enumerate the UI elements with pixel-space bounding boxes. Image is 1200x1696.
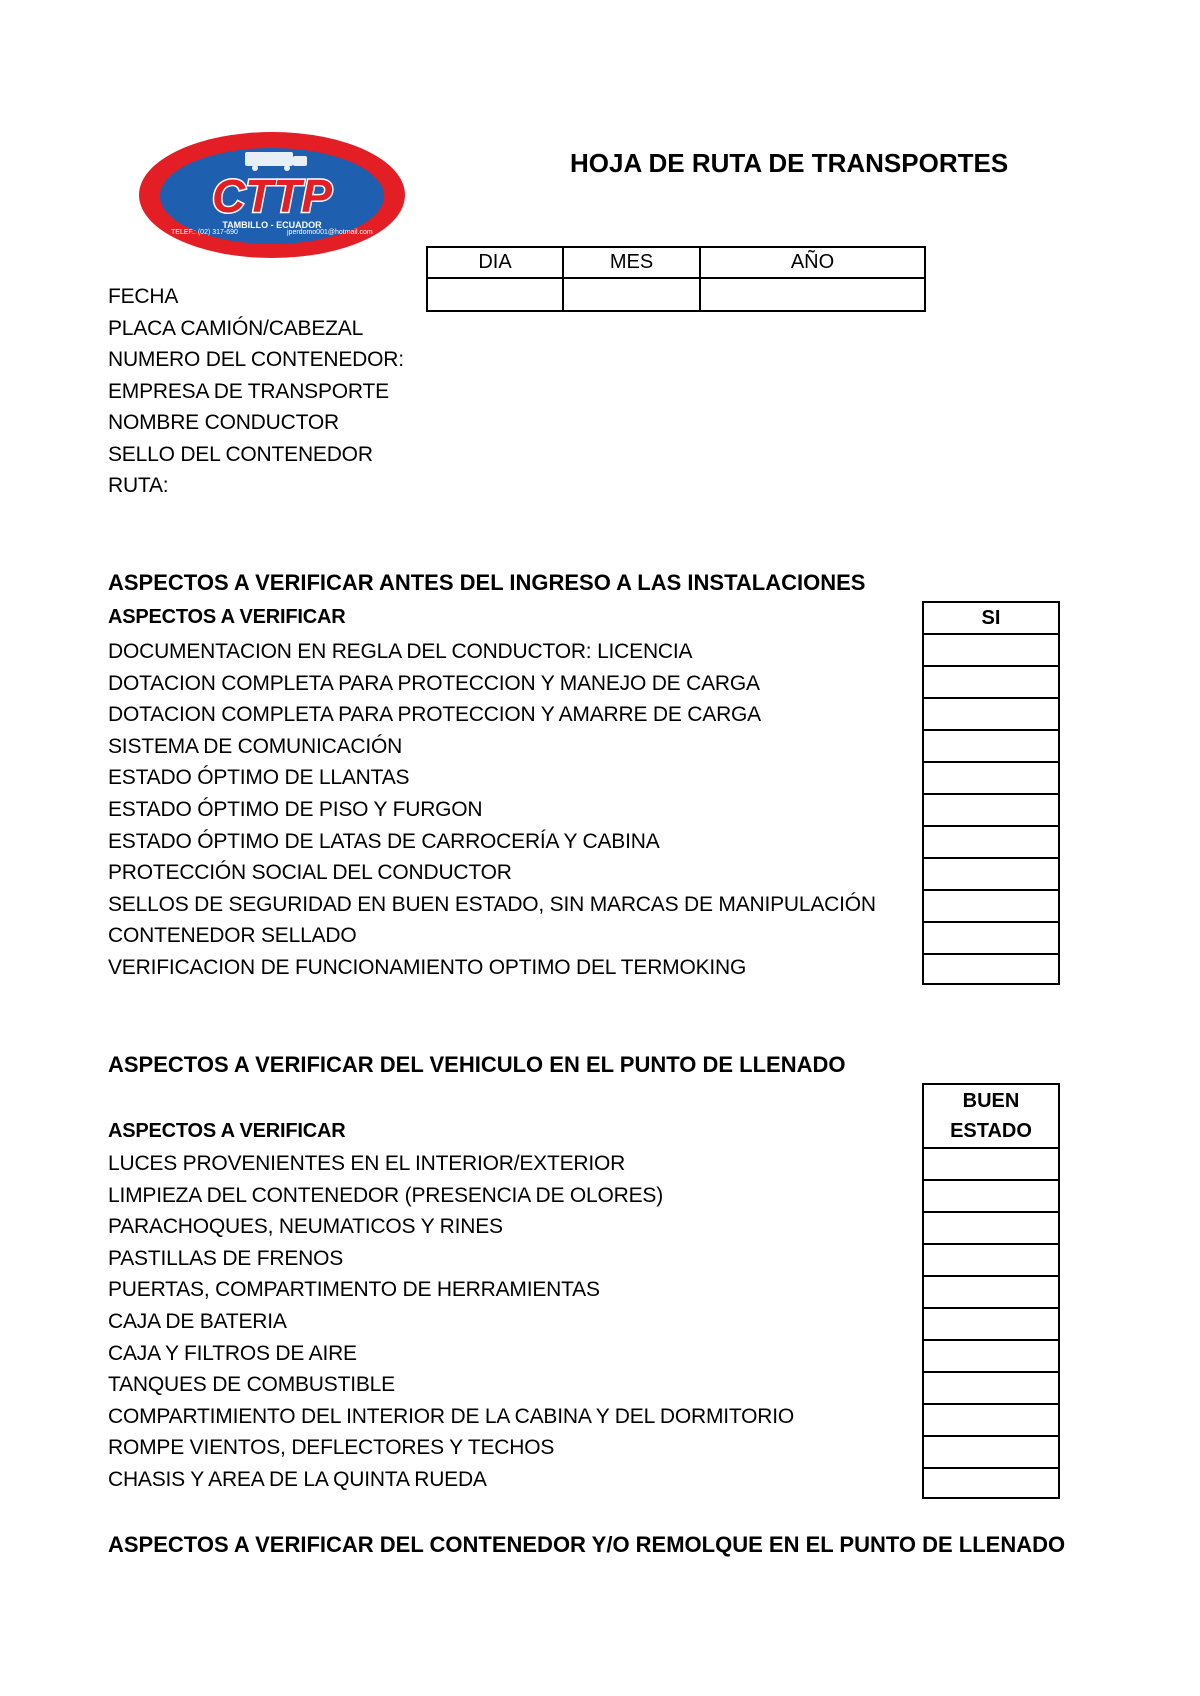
section2-check-column <box>922 1083 1060 1497</box>
check-cell[interactable] <box>922 1243 1060 1277</box>
section1-title: ASPECTOS A VERIFICAR ANTES DEL INGRESO A LAS INSTALACIONES <box>108 570 866 595</box>
field-fecha: FECHA <box>108 285 179 308</box>
section1-check-header: SI <box>922 601 1060 635</box>
check-cell[interactable] <box>922 1211 1060 1245</box>
field-contenedor: NUMERO DEL CONTENEDOR: <box>108 348 404 371</box>
check-cell[interactable] <box>922 697 1060 731</box>
check-cell[interactable] <box>922 1467 1060 1499</box>
list-item: DOCUMENTACION EN REGLA DEL CONDUCTOR: LICENCIA <box>108 640 693 663</box>
check-cell[interactable] <box>922 889 1060 923</box>
check-cell[interactable] <box>922 1339 1060 1373</box>
list-item: DOTACION COMPLETA PARA PROTECCION Y AMARRE DE CARGA <box>108 703 761 727</box>
list-item: VERIFICACION DE FUNCIONAMIENTO OPTIMO DEL TERMOKING <box>108 955 747 979</box>
date-input-year[interactable] <box>699 277 926 312</box>
field-placa: PLACA CAMIÓN/CABEZAL <box>108 316 364 340</box>
list-item: DOTACION COMPLETA PARA PROTECCION Y MANEJO DE CARGA <box>108 671 760 695</box>
field-empresa: EMPRESA DE TRANSPORTE <box>108 379 389 403</box>
section1-column-label: ASPECTOS A VERIFICAR <box>108 606 346 628</box>
check-cell[interactable] <box>922 1179 1060 1213</box>
list-item: PROTECCIÓN SOCIAL DEL CONDUCTOR <box>108 861 512 885</box>
list-item: PUERTAS, COMPARTIMENTO DE HERRAMIENTAS <box>108 1278 600 1302</box>
list-item: LUCES PROVENIENTES EN EL INTERIOR/EXTERIOR <box>108 1152 626 1175</box>
check-cell[interactable] <box>922 761 1060 795</box>
list-item: TANQUES DE COMBUSTIBLE <box>108 1373 395 1397</box>
check-cell[interactable] <box>922 1147 1060 1181</box>
section2-check-header-line1: BUEN <box>962 1090 1020 1112</box>
logo-email: jperdomo001@hotmail.com <box>287 229 373 236</box>
check-cell[interactable] <box>922 1371 1060 1405</box>
date-input-month[interactable] <box>562 277 701 312</box>
date-header-year: AÑO <box>699 246 926 279</box>
logo-graphic <box>137 122 407 260</box>
page-title: HOJA DE RUTA DE TRANSPORTES <box>570 148 1009 178</box>
date-header-day: DIA <box>426 246 564 279</box>
company-logo <box>137 122 407 260</box>
section3-title: ASPECTOS A VERIFICAR DEL CONTENEDOR Y/O REMOLQUE EN EL PUNTO DE LLENADO <box>108 1532 1066 1557</box>
list-item: CHASIS Y AREA DE LA QUINTA RUEDA <box>108 1467 487 1491</box>
section2-column-label: ASPECTOS A VERIFICAR <box>108 1120 346 1142</box>
date-table <box>426 246 926 312</box>
check-cell[interactable] <box>922 729 1060 763</box>
field-sello: SELLO DEL CONTENEDOR <box>108 442 373 466</box>
list-item: COMPARTIMIENTO DEL INTERIOR DE LA CABINA Y DEL DORMITORIO <box>108 1404 795 1428</box>
section1-check-column <box>922 601 1060 983</box>
check-cell[interactable] <box>922 1275 1060 1309</box>
section2-items <box>108 1148 794 1496</box>
list-item: SELLOS DE SEGURIDAD EN BUEN ESTADO, SIN MARCAS DE MANIPULACIÓN <box>108 892 876 916</box>
list-item: PASTILLAS DE FRENOS <box>108 1246 344 1270</box>
check-cell[interactable] <box>922 1307 1060 1341</box>
list-item: CAJA DE BATERIA <box>108 1309 287 1333</box>
list-item: SISTEMA DE COMUNICACIÓN <box>108 734 403 758</box>
section2-check-header-line2: ESTADO <box>950 1120 1032 1142</box>
list-item: CONTENEDOR SELLADO <box>108 924 357 948</box>
logo-phone: TELEF.: (02) 317-690 <box>171 229 238 236</box>
list-item: ESTADO ÓPTIMO DE LATAS DE CARROCERÍA Y CABINA <box>108 829 660 853</box>
logo-brand: CTTP <box>211 170 333 222</box>
section2-check-header <box>922 1083 1060 1149</box>
check-cell[interactable] <box>922 1403 1060 1437</box>
field-ruta: RUTA: <box>108 474 169 497</box>
section1-items <box>108 636 876 984</box>
section3-title-wrap <box>108 1532 1066 1566</box>
check-cell[interactable] <box>922 1435 1060 1469</box>
check-cell[interactable] <box>922 857 1060 891</box>
date-input-day[interactable] <box>426 277 564 312</box>
logo-arc-text: COMPAÑÍA DE TRANSPORTE TERMICPERDOMO S.A. <box>137 122 394 133</box>
field-list <box>108 281 404 502</box>
check-cell[interactable] <box>922 921 1060 955</box>
section2-title: ASPECTOS A VERIFICAR DEL VEHICULO EN EL PUNTO DE LLENADO <box>108 1052 846 1077</box>
list-item: LIMPIEZA DEL CONTENEDOR (PRESENCIA DE OLORES) <box>108 1183 664 1207</box>
check-cell[interactable] <box>922 793 1060 827</box>
list-item: ESTADO ÓPTIMO DE PISO Y FURGON <box>108 797 483 821</box>
logo-location: TAMBILLO - ECUADOR <box>222 220 322 230</box>
check-cell[interactable] <box>922 825 1060 859</box>
list-item: ESTADO ÓPTIMO DE LLANTAS <box>108 766 410 790</box>
check-cell[interactable] <box>922 633 1060 667</box>
check-cell[interactable] <box>922 953 1060 985</box>
list-item: CAJA Y FILTROS DE AIRE <box>108 1341 357 1365</box>
list-item: ROMPE VIENTOS, DEFLECTORES Y TECHOS <box>108 1436 555 1460</box>
field-conductor: NOMBRE CONDUCTOR <box>108 411 339 434</box>
check-cell[interactable] <box>922 665 1060 699</box>
list-item: PARACHOQUES, NEUMATICOS Y RINES <box>108 1215 503 1239</box>
date-header-month: MES <box>562 246 701 279</box>
